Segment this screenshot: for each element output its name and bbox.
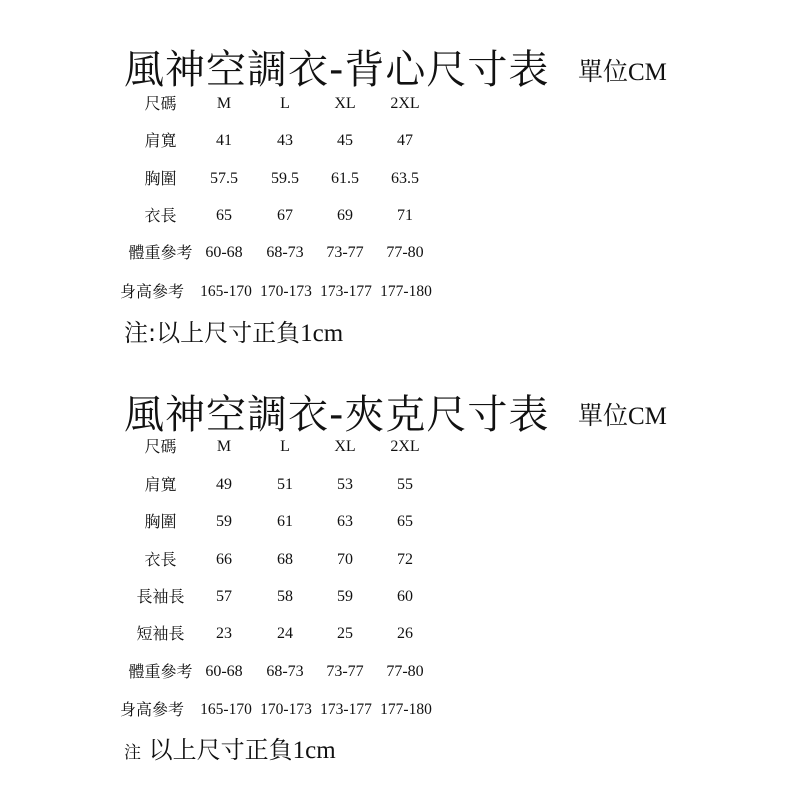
table-cell: 77-80 xyxy=(386,663,424,680)
table-cell: 63 xyxy=(337,513,353,530)
jacket-tolerance-note xyxy=(124,730,336,765)
vest-tolerance-note xyxy=(124,313,343,348)
table-cell: 23 xyxy=(216,625,232,642)
vest-title: 風神空調衣-背心尺寸表 xyxy=(124,47,550,93)
table-cell: 63.5 xyxy=(391,170,419,187)
table-row xyxy=(0,619,800,649)
table-cell: 71 xyxy=(397,207,413,224)
table-row xyxy=(0,470,800,500)
table-cell: 24 xyxy=(277,625,293,642)
table-cell: 60 xyxy=(397,588,413,605)
jacket-header-row xyxy=(0,432,800,462)
row-label: 長袖長 xyxy=(136,587,185,606)
note-tolerance: 1cm xyxy=(300,320,344,347)
size-header-label: 尺碼 xyxy=(144,437,177,456)
table-cell: 177-180 xyxy=(380,701,432,718)
table-cell: 67 xyxy=(277,207,293,224)
table-cell: 66 xyxy=(216,551,232,568)
size-header-xl: XL xyxy=(334,438,356,455)
table-cell: 77-80 xyxy=(386,244,424,261)
row-label: 衣長 xyxy=(144,550,177,569)
row-label: 衣長 xyxy=(144,206,177,225)
table-cell: 73-77 xyxy=(326,244,364,261)
table-row xyxy=(0,126,800,156)
table-cell: 65 xyxy=(216,207,232,224)
table-cell: 170-173 xyxy=(260,283,312,300)
table-cell: 61.5 xyxy=(331,170,359,187)
note-text: 注:以上尺寸正負 xyxy=(124,319,301,347)
table-cell: 58 xyxy=(277,588,293,605)
table-cell: 61 xyxy=(277,513,293,530)
row-label: 短袖長 xyxy=(136,624,185,643)
size-header-xl: XL xyxy=(334,95,356,112)
table-cell: 43 xyxy=(277,132,293,149)
table-cell: 57.5 xyxy=(210,170,238,187)
row-label: 肩寬 xyxy=(144,475,177,494)
size-header-label: 尺碼 xyxy=(144,94,177,113)
size-header-m: M xyxy=(216,438,232,455)
table-row xyxy=(0,582,800,612)
row-label: 身高參考 xyxy=(120,700,185,719)
table-cell: 45 xyxy=(337,132,353,149)
size-header-m: M xyxy=(216,95,232,112)
row-label: 胸圍 xyxy=(144,512,177,531)
table-cell: 73-77 xyxy=(326,663,364,680)
note-text: 以上尺寸正負 xyxy=(148,736,293,764)
row-label: 肩寬 xyxy=(144,131,177,150)
table-row xyxy=(0,201,800,231)
table-cell: 70 xyxy=(337,551,353,568)
table-cell: 60-68 xyxy=(205,244,243,261)
row-label: 身高參考 xyxy=(120,282,185,301)
table-cell: 55 xyxy=(397,476,413,493)
table-cell: 59.5 xyxy=(271,170,299,187)
vest-unit: 單位CM xyxy=(578,59,667,86)
table-cell: 173-177 xyxy=(320,283,372,300)
table-cell: 173-177 xyxy=(320,701,372,718)
table-row xyxy=(0,545,800,575)
size-header-l: L xyxy=(280,95,290,112)
table-cell: 68-73 xyxy=(266,244,304,261)
table-cell: 59 xyxy=(216,513,232,530)
table-cell: 53 xyxy=(337,476,353,493)
table-cell: 26 xyxy=(397,625,413,642)
table-row xyxy=(0,277,800,307)
table-cell: 65 xyxy=(397,513,413,530)
table-cell: 57 xyxy=(216,588,232,605)
table-cell: 60-68 xyxy=(205,663,243,680)
row-label: 胸圍 xyxy=(144,169,177,188)
table-row xyxy=(0,507,800,537)
size-header-2xl: 2XL xyxy=(390,438,420,455)
table-cell: 69 xyxy=(337,207,353,224)
table-row xyxy=(0,695,800,725)
table-cell: 72 xyxy=(397,551,413,568)
size-header-l: L xyxy=(280,438,290,455)
note-mark: 注 xyxy=(124,743,141,763)
table-cell: 25 xyxy=(337,625,353,642)
table-row xyxy=(0,657,800,687)
table-cell: 51 xyxy=(277,476,293,493)
size-header-2xl: 2XL xyxy=(390,95,420,112)
table-cell: 170-173 xyxy=(260,701,312,718)
table-cell: 68 xyxy=(277,551,293,568)
table-cell: 68-73 xyxy=(266,663,304,680)
table-row xyxy=(0,164,800,194)
table-cell: 165-170 xyxy=(200,283,252,300)
table-cell: 59 xyxy=(337,588,353,605)
vest-header-row xyxy=(0,89,800,119)
jacket-unit: 單位CM xyxy=(578,403,667,430)
table-cell: 165-170 xyxy=(200,701,252,718)
note-tolerance: 1cm xyxy=(292,737,336,764)
table-cell: 47 xyxy=(397,132,413,149)
table-cell: 41 xyxy=(216,132,232,149)
jacket-title: 風神空調衣-夾克尺寸表 xyxy=(124,392,550,438)
row-label: 體重參考 xyxy=(128,243,193,262)
table-cell: 49 xyxy=(216,476,232,493)
row-label: 體重參考 xyxy=(128,662,193,681)
table-row xyxy=(0,238,800,268)
table-cell: 177-180 xyxy=(380,283,432,300)
